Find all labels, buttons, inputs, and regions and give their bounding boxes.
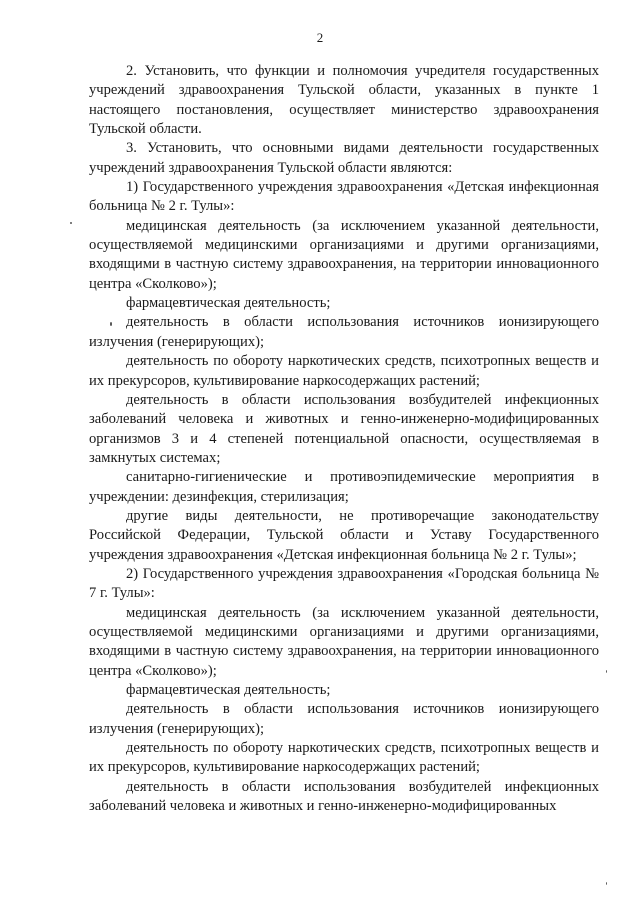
paragraph-narcotics-circulation: деятельность по обороту наркотических средств, психотропных веществ и их прекурсоров, культивирование наркосодержащих растений; <box>89 740 599 776</box>
page-number: 2 <box>316 30 324 45</box>
scan-speck <box>606 882 607 885</box>
paragraph-ionizing-radiation: деятельность в области использования источников ионизирующего излучения (генерирующих); <box>89 701 599 737</box>
paragraph-medical-activity: медицинская деятельность (за исключением указанной деятельности, осуществляемой медицинскими организациями и другими организациями, входящими в частную систему здравоохранения, на территории инновационного центра «Сколково»); <box>89 217 599 292</box>
scan-speck <box>606 670 607 673</box>
paragraph-sanitary-measures: санитарно-гигиенические и противоэпидемические мероприятия в учреждении: дезинфекция, стерилизация; <box>89 469 599 505</box>
paragraph-pharmaceutical-activity: фармацевтическая деятельность; <box>126 682 331 698</box>
paragraph-main-activities-intro: 3. Установить, что основными видами деятельности государственных учреждений здравоохранения Тульской области являются: <box>89 140 599 176</box>
paragraph-ionizing-radiation: деятельность в области использования источников ионизирующего излучения (генерирующих); <box>89 314 599 350</box>
paragraph-founder-functions: 2. Установить, что функции и полномочия учредителя государственных учреждений здравоохранения Тульской области, указанных в пункте 1 настоящего постановления, осуществляет министерство здравоохранения Тульской области. <box>89 63 599 138</box>
scan-speck <box>110 322 112 326</box>
paragraph-other-activities: другие виды деятельности, не противоречащие законодательству Российской Федерации, Тульской области и Уставу Государственного учреждения здравоохранения «Детская инфекционная больница № 2 г. Тулы»; <box>89 507 599 563</box>
paragraph-pharmaceutical-activity: фармацевтическая деятельность; <box>126 295 331 312</box>
document-body <box>89 62 599 816</box>
paragraph-narcotics-circulation: деятельность по обороту наркотических средств, психотропных веществ и их прекурсоров, культивирование наркосодержащих растений; <box>89 353 599 389</box>
paragraph-infectious-agents: деятельность в области использования возбудителей инфекционных заболеваний человека и животных и генно-инженерно-модифицированных организмов 3 и 4 степеней потенциальной опасности, осуществляемая в замкнутых системах; <box>89 391 599 466</box>
paragraph-infectious-agents: деятельность в области использования возбудителей инфекционных заболеваний человека и животных и генно-инженерно-модифицированных <box>89 778 599 815</box>
paragraph-medical-activity: медицинская деятельность (за исключением указанной деятельности, осуществляемой медицинскими организациями и другими организациями, входящими в частную систему здравоохранения, на территории инновационного центра «Сколково»); <box>89 604 599 679</box>
paragraph-hospital-2-heading: 2) Государственного учреждения здравоохранения «Городская больница № 7 г. Тулы»: <box>89 565 599 602</box>
paragraph-hospital-1-heading: 1) Государственного учреждения здравоохранения «Детская инфекционная больница № 2 г. Тулы»: <box>89 179 599 215</box>
scan-speck <box>70 222 72 224</box>
